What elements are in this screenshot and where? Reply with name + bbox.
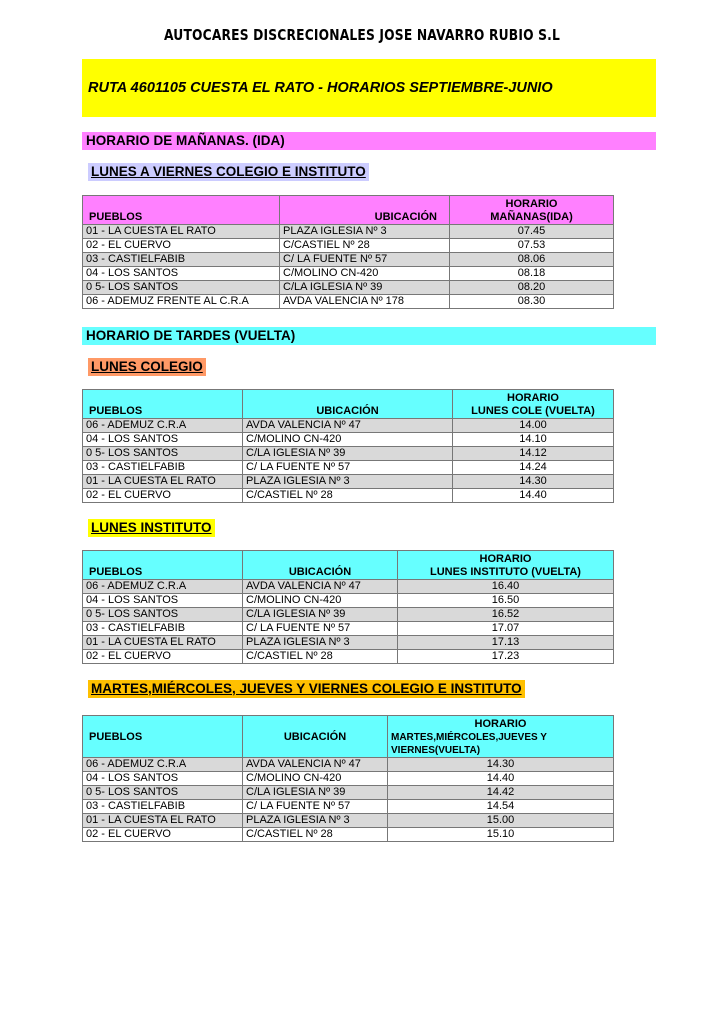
table-row — [83, 475, 614, 489]
cell-pueblo: 06 - ADEMUZ C.R.A — [83, 758, 243, 772]
cell-pueblo: 01 - LA CUESTA EL RATO — [83, 475, 243, 489]
header-horario-line2: LUNES INSTITUTO (VUELTA) — [430, 566, 581, 578]
cell-horario: 15.10 — [388, 828, 614, 842]
mjv-subheading: MARTES,MIÉRCOLES, JUEVES Y VIERNES COLEGIO E INSTITUTO — [88, 680, 525, 698]
cell-horario: 14.40 — [388, 772, 614, 786]
table-row — [83, 461, 614, 475]
lunes-colegio-table — [82, 389, 614, 503]
morning-subheading: LUNES A VIERNES COLEGIO E INSTITUTO — [88, 163, 369, 181]
header-horario — [388, 716, 614, 758]
cell-ubicacion: C/MOLINO CN-420 — [243, 594, 398, 608]
cell-pueblo: 0 5- LOS SANTOS — [83, 786, 243, 800]
cell-ubicacion: AVDA VALENCIA Nº 178 — [280, 295, 450, 309]
table-row — [83, 239, 614, 253]
cell-pueblo: 03 - CASTIELFABIB — [83, 253, 280, 267]
cell-pueblo: 04 - LOS SANTOS — [83, 594, 243, 608]
cell-ubicacion: C/ LA FUENTE Nº 57 — [280, 253, 450, 267]
header-horario-line2: MARTES,MIÉRCOLES,JUEVES Y — [391, 732, 547, 743]
cell-pueblo: 01 - LA CUESTA EL RATO — [83, 814, 243, 828]
table-row — [83, 419, 614, 433]
morning-table — [82, 195, 614, 309]
cell-pueblo: 02 - EL CUERVO — [83, 239, 280, 253]
cell-ubicacion: C/LA IGLESIA Nº 39 — [280, 281, 450, 295]
header-pueblos: PUEBLOS — [83, 551, 243, 580]
table-row — [83, 800, 614, 814]
table-row — [83, 608, 614, 622]
cell-horario: 07.45 — [450, 225, 614, 239]
cell-ubicacion: C/ LA FUENTE Nº 57 — [243, 461, 453, 475]
cell-horario: 14.12 — [453, 447, 614, 461]
header-ubicacion: UBICACIÓN — [243, 716, 388, 758]
cell-horario: 16.40 — [398, 580, 614, 594]
header-horario-line2: LUNES COLE (VUELTA) — [471, 405, 595, 417]
route-title: RUTA 4601105 CUESTA EL RATO - HORARIOS SEPTIEMBRE-JUNIO — [82, 59, 656, 117]
table-row — [83, 772, 614, 786]
cell-ubicacion: C/ LA FUENTE Nº 57 — [243, 622, 398, 636]
table-row — [83, 636, 614, 650]
cell-ubicacion: C/CASTIEL Nº 28 — [243, 650, 398, 664]
header-horario — [453, 390, 614, 419]
header-horario — [398, 551, 614, 580]
table-row — [83, 814, 614, 828]
header-ubicacion: UBICACIÓN — [280, 196, 450, 225]
header-horario-line1: HORARIO — [474, 718, 527, 730]
cell-ubicacion: PLAZA IGLESIA Nº 3 — [243, 814, 388, 828]
morning-heading: HORARIO DE MAÑANAS. (IDA) — [82, 132, 656, 150]
cell-ubicacion: C/LA IGLESIA Nº 39 — [243, 447, 453, 461]
table-row — [83, 828, 614, 842]
cell-horario: 17.13 — [398, 636, 614, 650]
cell-ubicacion: C/CASTIEL Nº 28 — [243, 489, 453, 503]
header-horario-line1: HORARIO — [507, 392, 559, 404]
table-header-row — [83, 716, 614, 758]
cell-horario: 16.50 — [398, 594, 614, 608]
cell-pueblo: 06 - ADEMUZ FRENTE AL C.R.A — [83, 295, 280, 309]
table-header-row — [83, 390, 614, 419]
cell-pueblo: 02 - EL CUERVO — [83, 650, 243, 664]
cell-ubicacion: PLAZA IGLESIA Nº 3 — [243, 636, 398, 650]
cell-pueblo: 06 - ADEMUZ C.R.A — [83, 419, 243, 433]
cell-pueblo: 02 - EL CUERVO — [83, 489, 243, 503]
cell-horario: 08.06 — [450, 253, 614, 267]
cell-ubicacion: C/MOLINO CN-420 — [243, 772, 388, 786]
cell-pueblo: 04 - LOS SANTOS — [83, 772, 243, 786]
cell-ubicacion: PLAZA IGLESIA Nº 3 — [243, 475, 453, 489]
cell-horario: 07.53 — [450, 239, 614, 253]
cell-ubicacion: C/LA IGLESIA Nº 39 — [243, 786, 388, 800]
cell-pueblo: 02 - EL CUERVO — [83, 828, 243, 842]
cell-pueblo: 04 - LOS SANTOS — [83, 433, 243, 447]
header-pueblos: PUEBLOS — [83, 716, 243, 758]
table-row — [83, 267, 614, 281]
cell-pueblo: 0 5- LOS SANTOS — [83, 608, 243, 622]
cell-pueblo: 04 - LOS SANTOS — [83, 267, 280, 281]
company-name: AUTOCARES DISCRECIONALES JOSE NAVARRO RUBIO S.L — [163, 26, 561, 44]
cell-horario: 14.30 — [453, 475, 614, 489]
cell-pueblo: 03 - CASTIELFABIB — [83, 800, 243, 814]
table-row — [83, 433, 614, 447]
cell-ubicacion: C/CASTIEL Nº 28 — [280, 239, 450, 253]
lunes-instituto-subheading: LUNES INSTITUTO — [88, 519, 215, 537]
table-row — [83, 650, 614, 664]
table-row — [83, 447, 614, 461]
cell-horario: 15.00 — [388, 814, 614, 828]
cell-ubicacion: C/MOLINO CN-420 — [243, 433, 453, 447]
cell-pueblo: 06 - ADEMUZ C.R.A — [83, 580, 243, 594]
table-row — [83, 295, 614, 309]
header-horario-line2: MAÑANAS(IDA) — [490, 211, 573, 223]
cell-ubicacion: AVDA VALENCIA Nº 47 — [243, 758, 388, 772]
cell-horario: 08.30 — [450, 295, 614, 309]
table-row — [83, 281, 614, 295]
cell-horario: 14.42 — [388, 786, 614, 800]
table-header-row — [83, 551, 614, 580]
cell-ubicacion: AVDA VALENCIA Nº 47 — [243, 419, 453, 433]
header-horario-line1: HORARIO — [479, 553, 532, 565]
table-row — [83, 253, 614, 267]
lunes-colegio-subheading: LUNES COLEGIO — [88, 358, 206, 376]
cell-horario: 17.07 — [398, 622, 614, 636]
cell-pueblo: 01 - LA CUESTA EL RATO — [83, 225, 280, 239]
cell-horario: 16.52 — [398, 608, 614, 622]
table-row — [83, 622, 614, 636]
table-row — [83, 580, 614, 594]
header-ubicacion: UBICACIÓN — [243, 390, 453, 419]
cell-ubicacion: PLAZA IGLESIA Nº 3 — [280, 225, 450, 239]
table-row — [83, 489, 614, 503]
header-horario — [450, 196, 614, 225]
cell-ubicacion: C/LA IGLESIA Nº 39 — [243, 608, 398, 622]
cell-pueblo: 0 5- LOS SANTOS — [83, 281, 280, 295]
table-row — [83, 225, 614, 239]
header-pueblos: PUEBLOS — [83, 196, 280, 225]
cell-pueblo: 01 - LA CUESTA EL RATO — [83, 636, 243, 650]
table-row — [83, 594, 614, 608]
cell-horario: 14.00 — [453, 419, 614, 433]
cell-pueblo: 03 - CASTIELFABIB — [83, 461, 243, 475]
header-horario-line3: VIERNES(VUELTA) — [391, 745, 481, 756]
cell-ubicacion: C/ LA FUENTE Nº 57 — [243, 800, 388, 814]
cell-pueblo: 03 - CASTIELFABIB — [83, 622, 243, 636]
header-ubicacion: UBICACIÓN — [243, 551, 398, 580]
table-row — [83, 786, 614, 800]
cell-horario: 14.40 — [453, 489, 614, 503]
cell-ubicacion: C/CASTIEL Nº 28 — [243, 828, 388, 842]
afternoon-heading: HORARIO DE TARDES (VUELTA) — [82, 327, 656, 345]
cell-horario: 17.23 — [398, 650, 614, 664]
cell-ubicacion: AVDA VALENCIA Nº 47 — [243, 580, 398, 594]
cell-horario: 14.54 — [388, 800, 614, 814]
cell-horario: 08.18 — [450, 267, 614, 281]
cell-horario: 14.24 — [453, 461, 614, 475]
cell-horario: 14.30 — [388, 758, 614, 772]
table-row — [83, 758, 614, 772]
cell-horario: 14.10 — [453, 433, 614, 447]
mjv-table — [82, 715, 614, 842]
header-horario-line1: HORARIO — [505, 198, 558, 210]
cell-horario: 08.20 — [450, 281, 614, 295]
lunes-instituto-table — [82, 550, 614, 664]
table-header-row — [83, 196, 614, 225]
cell-pueblo: 0 5- LOS SANTOS — [83, 447, 243, 461]
cell-ubicacion: C/MOLINO CN-420 — [280, 267, 450, 281]
header-pueblos: PUEBLOS — [83, 390, 243, 419]
